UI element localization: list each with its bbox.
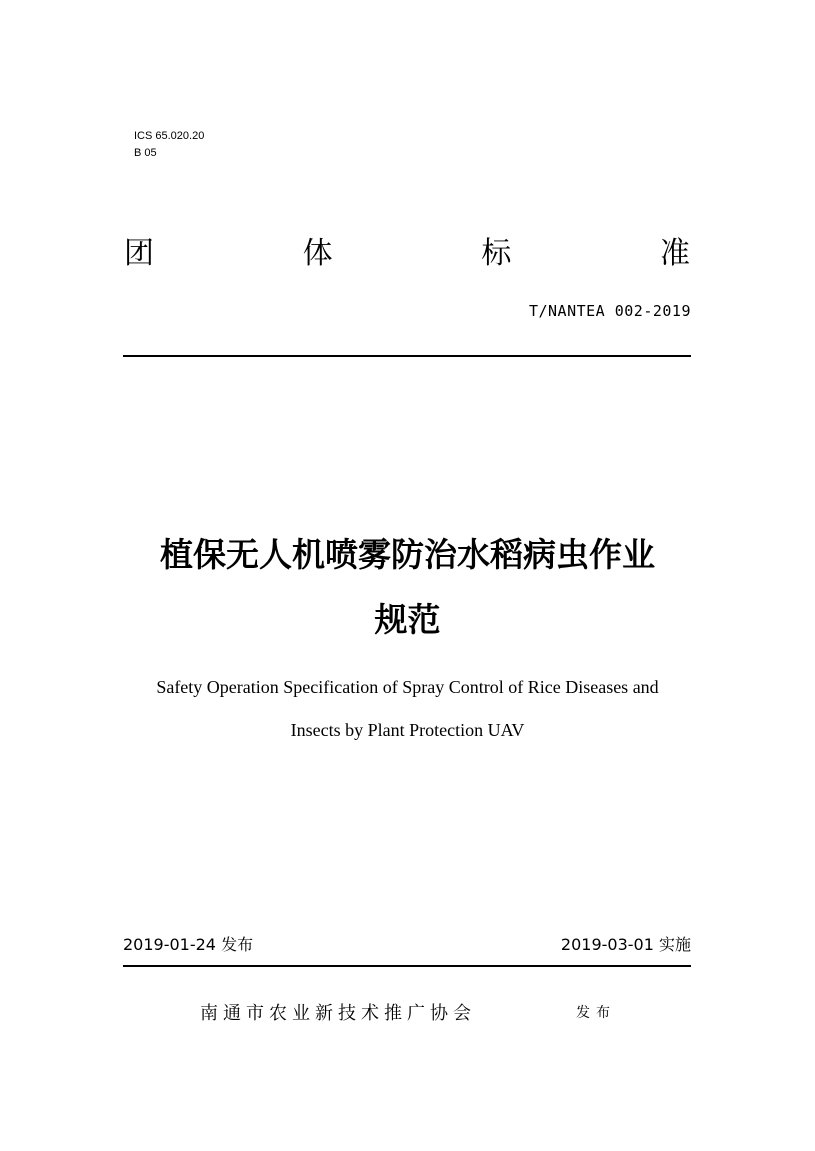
publisher-name: 南通市农业新技术推广协会 bbox=[200, 1003, 476, 1024]
implementation-date: 2019-03-01 实施 bbox=[560, 935, 691, 954]
standard-type-char: 准 bbox=[659, 236, 690, 271]
classification-codes bbox=[134, 128, 204, 162]
english-title-line-1: Safety Operation Specification of Spray Control of Rice Diseases and bbox=[156, 677, 659, 697]
top-divider bbox=[123, 355, 691, 357]
publish-label: 发布 bbox=[576, 1005, 616, 1021]
standard-type-char: 团 bbox=[124, 236, 154, 271]
standard-type-heading bbox=[124, 228, 690, 272]
standard-type-char: 体 bbox=[302, 236, 333, 271]
standard-type-char: 标 bbox=[481, 236, 512, 271]
issue-date: 2019-01-24 发布 bbox=[123, 935, 254, 954]
ccs-code: B 05 bbox=[134, 147, 157, 159]
ics-code: ICS 65.020.20 bbox=[134, 130, 205, 142]
bottom-divider bbox=[123, 965, 691, 967]
chinese-title-line-2: 规范 bbox=[374, 600, 441, 639]
chinese-title-line-1: 植保无人机喷雾防治水稻病虫作业 bbox=[160, 535, 655, 574]
standard-code: T/NANTEA 002-2019 bbox=[528, 302, 691, 320]
english-title-line-2: Insects by Plant Protection UAV bbox=[290, 720, 525, 740]
